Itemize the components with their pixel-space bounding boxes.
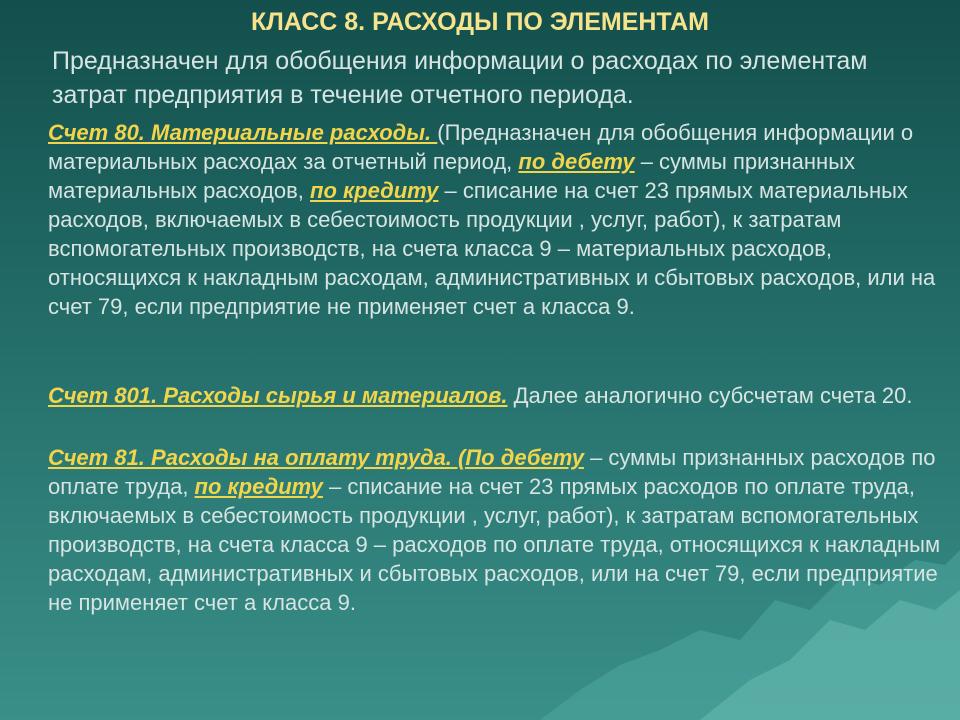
account-801-heading: Счет 801. Расходы сырья и материалов.: [48, 383, 508, 408]
account-80-text-2: – суммы признанных материальных расходов,: [48, 149, 856, 203]
account-80-debit: по дебету: [518, 149, 635, 174]
account-80-paragraph: [48, 118, 958, 321]
account-801-text: Далее аналогично субсчетам счета 20.: [507, 383, 913, 408]
account-801-paragraph: [48, 381, 958, 410]
intro-text: Предназначен для обобщения информации о расходах по элементам затрат предприятия в течение отчетного периода.: [52, 47, 868, 109]
account-80-heading: Счет 80. Материальные расходы.: [48, 120, 438, 145]
slide-title: КЛАСС 8. РАСХОДЫ ПО ЭЛЕМЕНТАМ: [250, 8, 709, 36]
account-80-credit: по кредиту: [310, 178, 439, 203]
account-81-text-1: – суммы признанных расходов по оплате труда,: [48, 445, 936, 499]
account-80-text-1: (Предназначен для обобщения информации о материальных расходах за отчетный период,: [48, 120, 914, 174]
account-81-credit: по кредиту: [194, 474, 323, 499]
account-81-paragraph: [48, 443, 958, 617]
account-81-heading: Счет 81. Расходы на оплату труда. (По дебету: [48, 445, 584, 470]
account-80-text-3: – списание на счет 23 прямых материальных расходов, включаемых в себестоимость продукции , услуг, работ), к затратам вспомогательных производств, на счета класса 9 – материальных расходов, относящихся к накладным расходам, административных и сбытовых расходов, или на счет 79, если предприятие не применяет счет а класса 9.: [48, 178, 936, 319]
account-81-text-2: – списание на счет 23 прямых расходов по оплате труда, включаемых в себестоимость продукции , услуг, работ), к затратам вспомогательных производств, на счета класса 9 – расходов по оплате труда, относящихся к накладным расходам, административных и сбытовых расходов, или на счет 79, если предприятие не применяет счет а класса 9.: [48, 474, 941, 615]
